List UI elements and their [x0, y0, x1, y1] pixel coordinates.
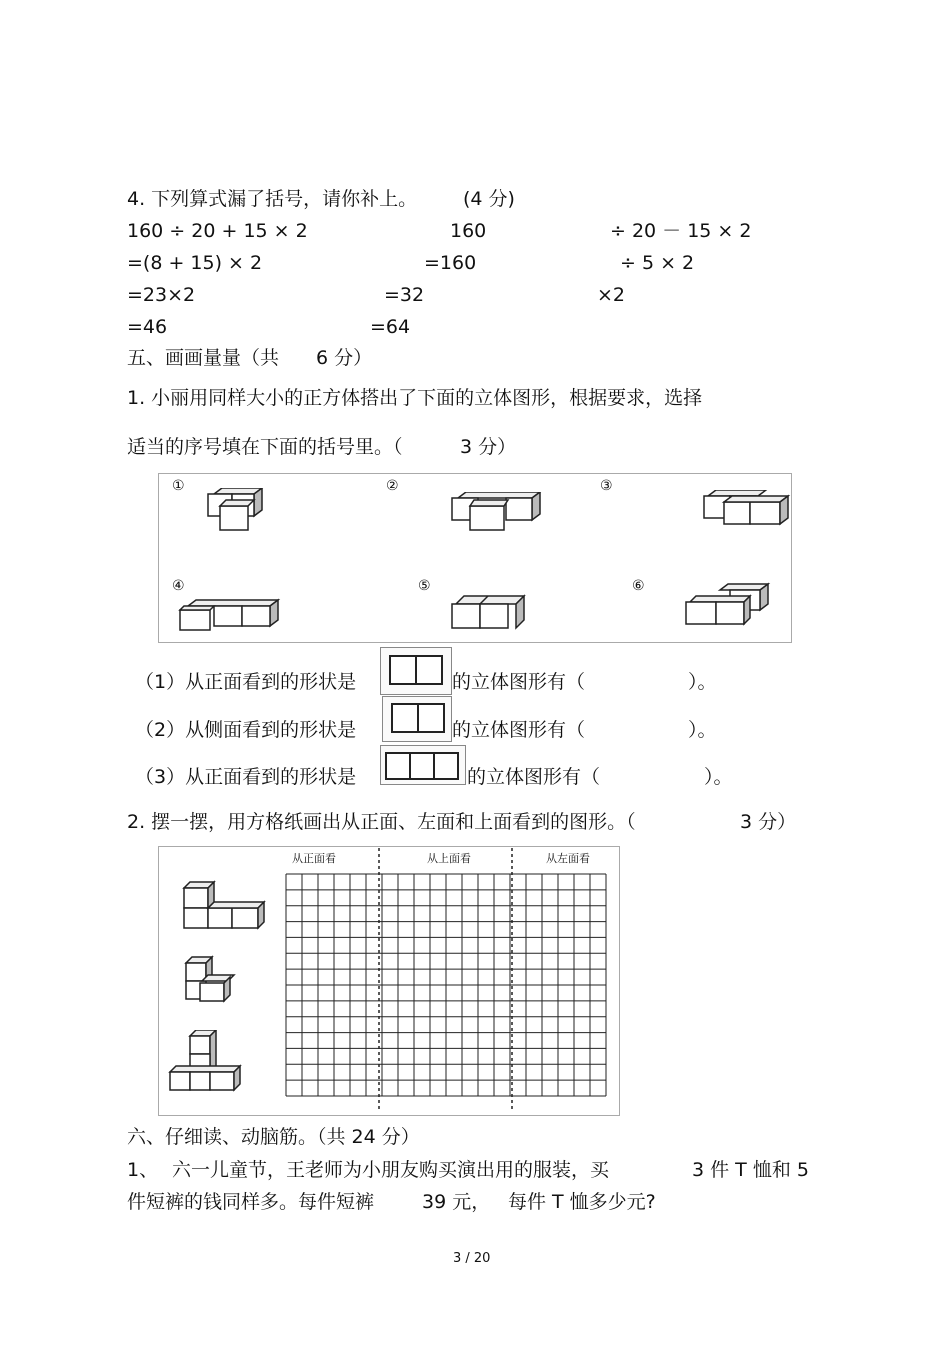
- cube-figure-5: [450, 594, 530, 634]
- sec6-q1-line2-a: 件短裤的钱同样多。每件短裤: [127, 1191, 375, 1213]
- figure-number-4: ④: [172, 578, 185, 594]
- cube-figure-3: [702, 490, 792, 530]
- q4-score: (4 分): [463, 188, 515, 210]
- q4-left-line-1: 160 ÷ 20 + 15 × 2: [127, 220, 308, 242]
- sec5-sub2-close: ）。: [688, 719, 717, 741]
- figure-number-5: ⑤: [418, 578, 431, 594]
- stack-figure-1: [180, 880, 272, 930]
- q4-left-line-2: =(8 + 15) × 2: [127, 252, 263, 274]
- q4-right-line-3a: =32: [384, 284, 425, 306]
- page-number: 3 / 20: [453, 1251, 491, 1266]
- sec5-q1-line1: 1. 小丽用同样大小的正方体搭出了下面的立体图形，根据要求，选择: [127, 387, 703, 409]
- sec5-sub1-close: ）。: [688, 671, 717, 693]
- sec5-title: 五、画画量量（共: [127, 347, 280, 369]
- q4-title: 4. 下列算式漏了括号，请你补上。: [127, 188, 418, 210]
- sec5-sub2-suffix: 的立体图形有（: [452, 719, 586, 741]
- cube-figure-4: [178, 596, 284, 632]
- sec5-sub2-prefix: （2）从侧面看到的形状是: [135, 719, 357, 741]
- sec6-q1-line2-c: 每件 T 恤多少元?: [508, 1191, 656, 1213]
- stack-figure-3: [166, 1030, 246, 1092]
- q4-left-line-4: =46: [127, 316, 168, 338]
- sec6-q1-line1-b: 六一儿童节，王老师为小朋友购买演出用的服装，买: [172, 1159, 610, 1181]
- figure-number-2: ②: [386, 478, 399, 494]
- sec5-score: 6 分）: [316, 347, 373, 369]
- stack-figure-2: [182, 955, 242, 1005]
- sec5-q2-line: 2. 摆一摆，用方格纸画出从正面、左面和上面看到的图形。（: [127, 811, 636, 833]
- sec5-q2-score: 3 分）: [740, 811, 797, 833]
- figure-number-1: ①: [172, 478, 185, 494]
- q4-right-line-3b: ×2: [597, 284, 626, 306]
- sec5-sub3-close: ）。: [704, 766, 733, 788]
- figure-number-6: ⑥: [632, 578, 645, 594]
- sec6-q1-line1-c: 3 件 T 恤和 5: [692, 1159, 809, 1181]
- sub1-shape-hint: [380, 647, 452, 695]
- sec6-title: 六、仔细读、动脑筋。（共 24 分）: [127, 1126, 420, 1148]
- grid-header-left: 从左面看: [546, 852, 590, 865]
- cube-figure-6: [684, 582, 774, 632]
- sec5-sub1-suffix: 的立体图形有（: [452, 671, 586, 693]
- sec6-q1-line2-b: 39 元，: [422, 1191, 491, 1213]
- q4-left-line-3: =23×2: [127, 284, 196, 306]
- sec5-q1-line2: 适当的序号填在下面的括号里。（: [127, 436, 403, 458]
- q4-right-line-1b: ÷ 20 － 15 × 2: [610, 220, 752, 242]
- sub3-shape-hint: [380, 745, 466, 785]
- sub2-shape-hint: [382, 696, 452, 742]
- cube-figure-2: [450, 492, 545, 532]
- cube-figure-1: [200, 488, 280, 538]
- q4-right-line-2a: =160: [424, 252, 477, 274]
- sec6-q1-line1-a: 1、: [127, 1159, 159, 1181]
- figure-number-3: ③: [600, 478, 613, 494]
- q4-right-line-2b: ÷ 5 × 2: [620, 252, 695, 274]
- sec5-sub3-prefix: （3）从正面看到的形状是: [135, 766, 357, 788]
- sec5-q1-score: 3 分）: [460, 436, 517, 458]
- grid-paper[interactable]: [284, 848, 614, 1110]
- sec5-sub3-suffix: 的立体图形有（: [467, 766, 601, 788]
- grid-header-top: 从上面看: [427, 852, 471, 865]
- grid-header-front: 从正面看: [292, 852, 336, 865]
- q4-right-line-4a: =64: [370, 316, 411, 338]
- sec5-sub1-prefix: （1）从正面看到的形状是: [135, 671, 357, 693]
- q4-right-line-1a: 160: [450, 220, 487, 242]
